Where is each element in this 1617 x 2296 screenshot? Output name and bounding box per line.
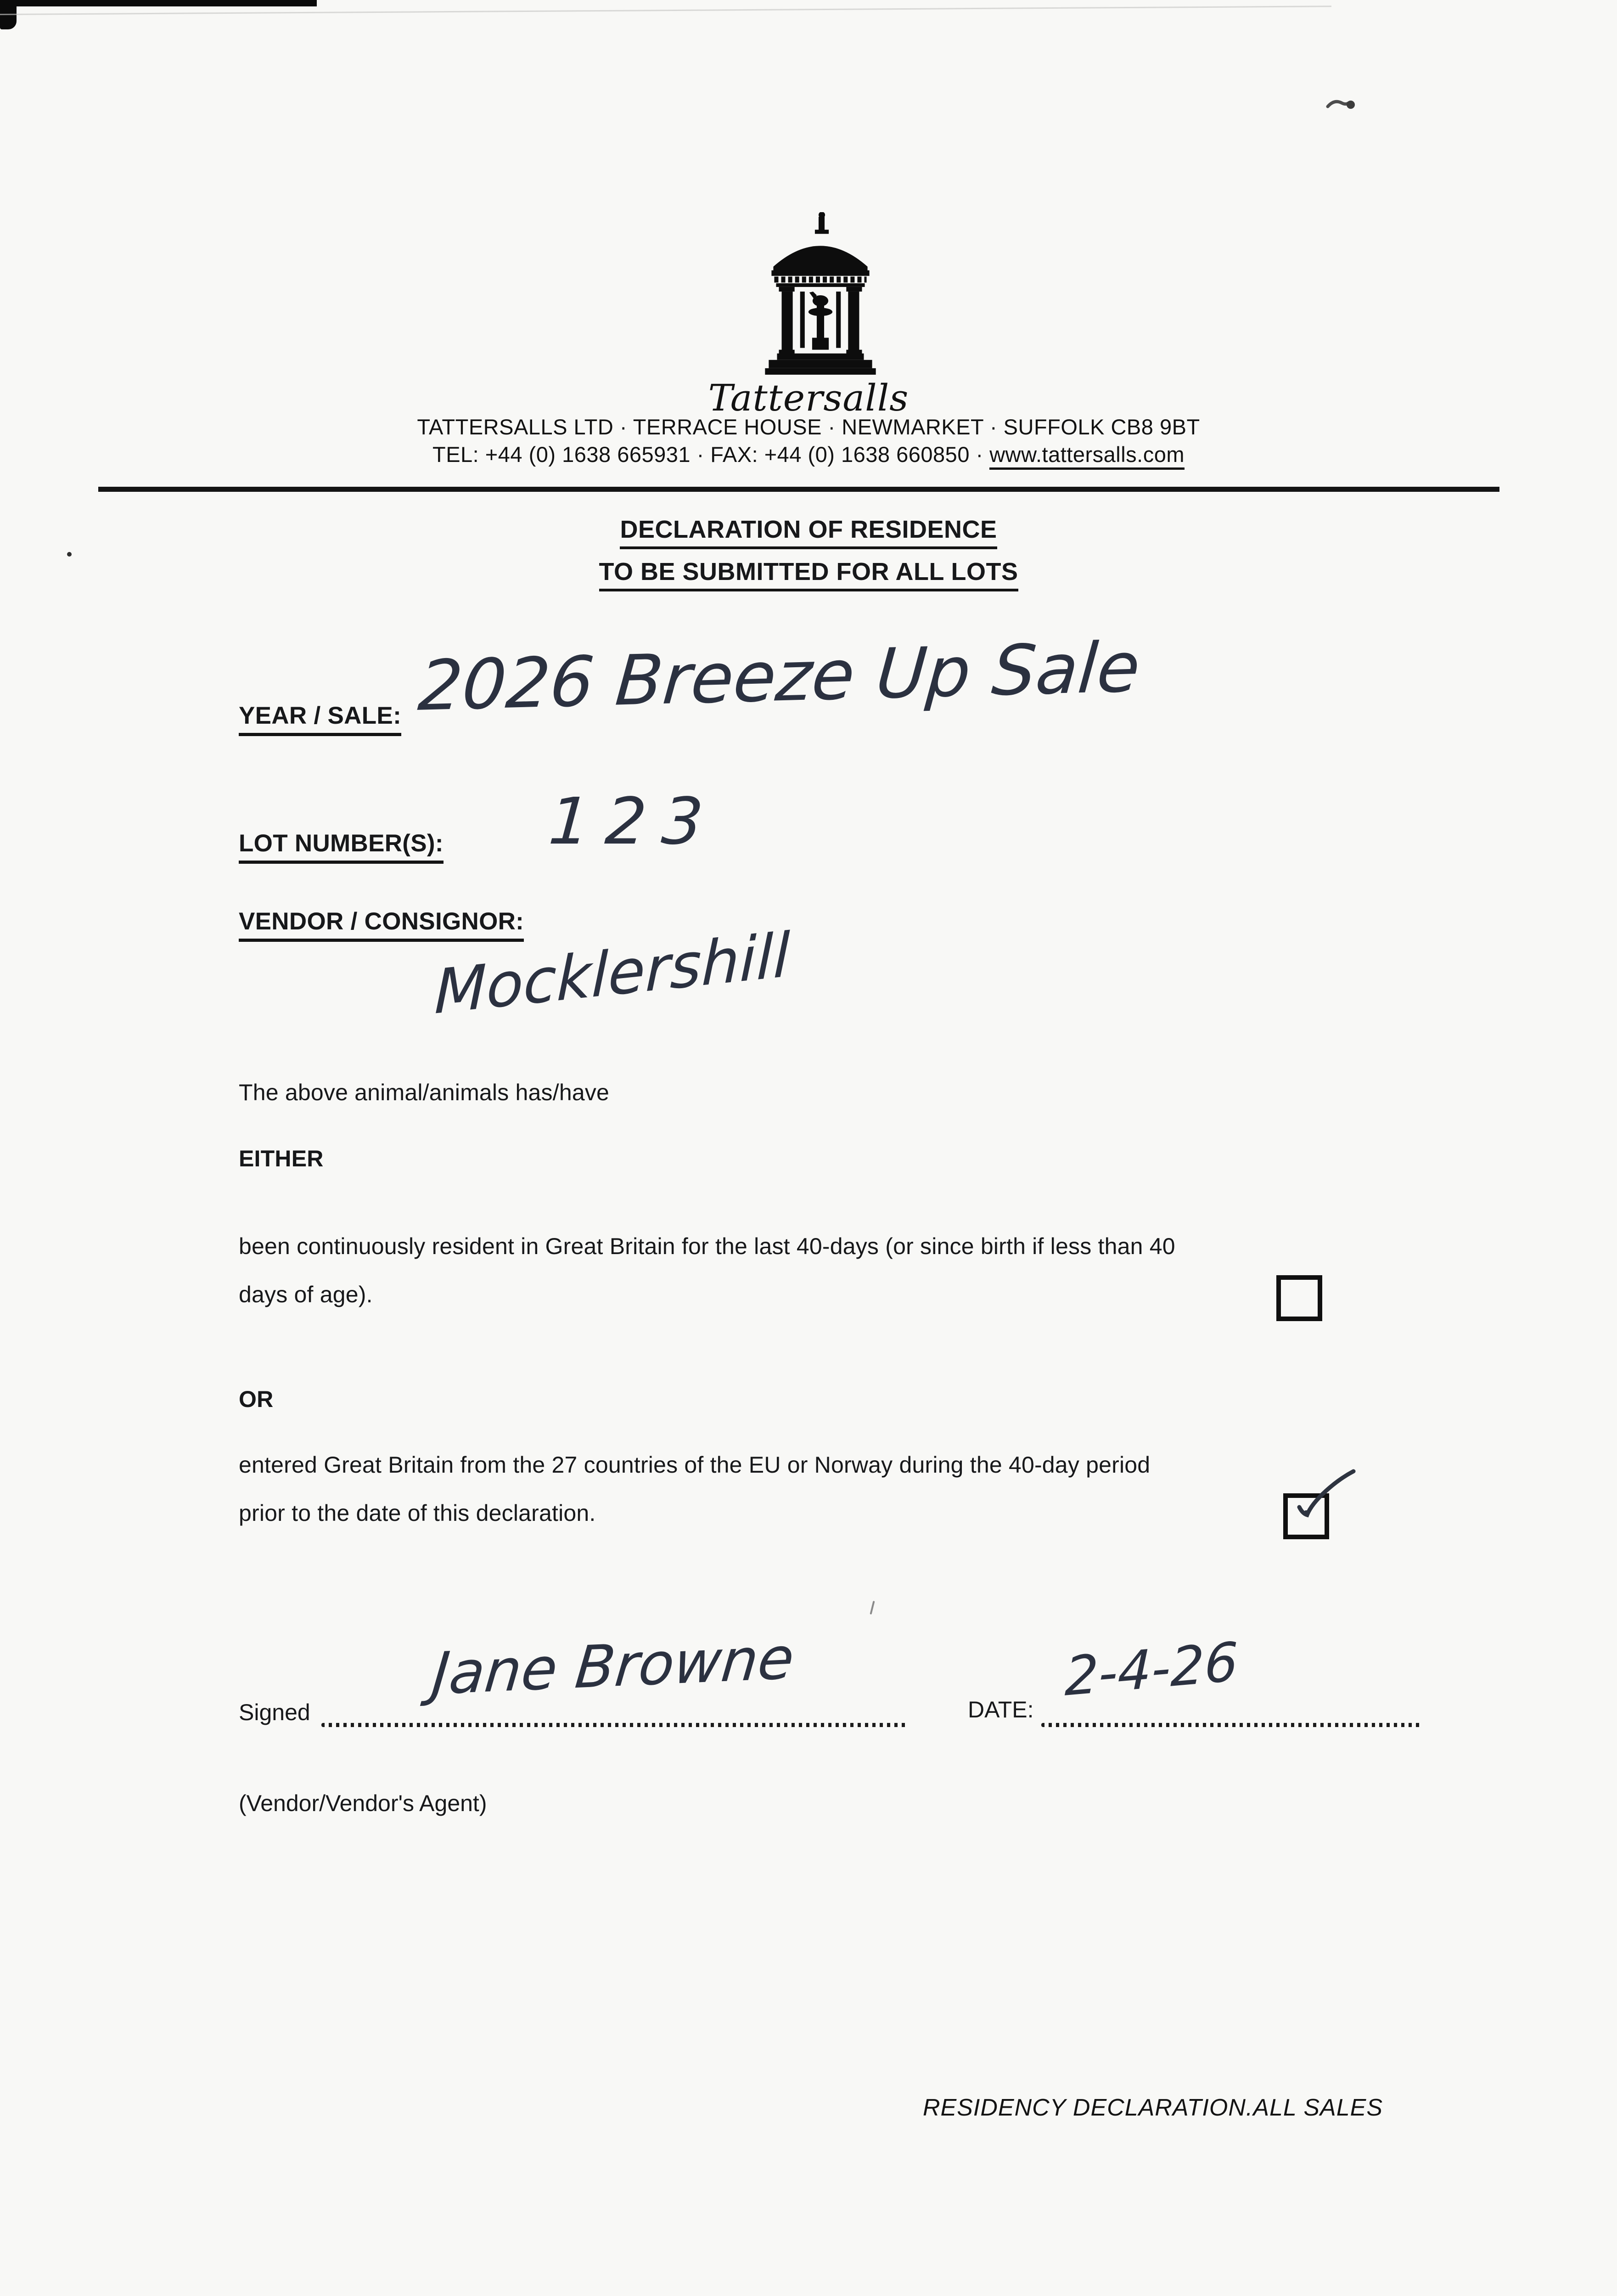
vendor-consignor-label: VENDOR / CONSIGNOR: — [239, 907, 524, 935]
stray-pen-mark — [870, 1601, 875, 1615]
signature-dotted-line[interactable] — [321, 1723, 909, 1727]
tel-fax-text: TEL: +44 (0) 1638 665931 · FAX: +44 (0) 1638 660850 · — [432, 442, 990, 467]
signed-label: Signed — [239, 1699, 310, 1725]
lot-number-label: LOT NUMBER(S): — [239, 829, 444, 857]
ink-speck — [67, 552, 72, 557]
website-link[interactable]: www.tattersalls.com — [989, 442, 1185, 470]
option2-line2: prior to the date of this declaration. — [239, 1500, 596, 1526]
option2-line1: entered Great Britain from the 27 countries of the EU or Norway during the 40-day period — [239, 1452, 1151, 1478]
date-dotted-line[interactable] — [1041, 1723, 1422, 1727]
either-label: EITHER — [239, 1146, 324, 1171]
date-label: DATE: — [968, 1697, 1034, 1722]
vendor-agent-note: (Vendor/Vendor's Agent) — [239, 1790, 487, 1816]
option1-checkbox[interactable] — [1276, 1275, 1322, 1321]
vendor-handwritten-value: Mocklershill — [434, 919, 791, 1028]
company-address-line: TATTERSALLS LTD · TERRACE HOUSE · NEWMARKET · SUFFOLK CB8 9BT — [417, 415, 1200, 439]
pen-squiggle-mark — [1326, 94, 1362, 115]
document-title-line1: DECLARATION OF RESIDENCE — [0, 515, 1617, 544]
scan-edge-artifact — [0, 0, 317, 6]
handwritten-tick-mark — [1286, 1456, 1364, 1534]
document-title-line2: TO BE SUBMITTED FOR ALL LOTS — [0, 557, 1617, 586]
contact-line — [0, 442, 1617, 467]
header-divider-rule — [98, 487, 1499, 492]
tattersalls-logo-icon — [763, 212, 878, 378]
year-sale-label: YEAR / SALE: — [239, 702, 401, 730]
or-label: OR — [239, 1386, 274, 1412]
footer-reference-text: RESIDENCY DECLARATION.ALL SALES — [923, 2094, 1383, 2121]
option1-line2: days of age). — [239, 1282, 373, 1307]
option2-paragraph — [239, 1441, 1423, 1537]
date-handwritten: 2-4-26 — [1064, 1631, 1239, 1708]
option1-paragraph — [239, 1222, 1423, 1319]
option1-line1: been continuously resident in Great Britain for the last 40-days (or since birth if less than 40 — [239, 1233, 1175, 1259]
signature-handwritten: Jane Browne — [429, 1624, 797, 1708]
lot-number-handwritten-value: 123 — [546, 784, 721, 859]
year-sale-handwritten-value: 2026 Breeze Up Sale — [415, 627, 1143, 726]
scan-skew-line-artifact — [0, 6, 1331, 15]
brand-name: Tattersalls — [708, 377, 909, 419]
intro-text: The above animal/animals has/have — [239, 1080, 610, 1105]
